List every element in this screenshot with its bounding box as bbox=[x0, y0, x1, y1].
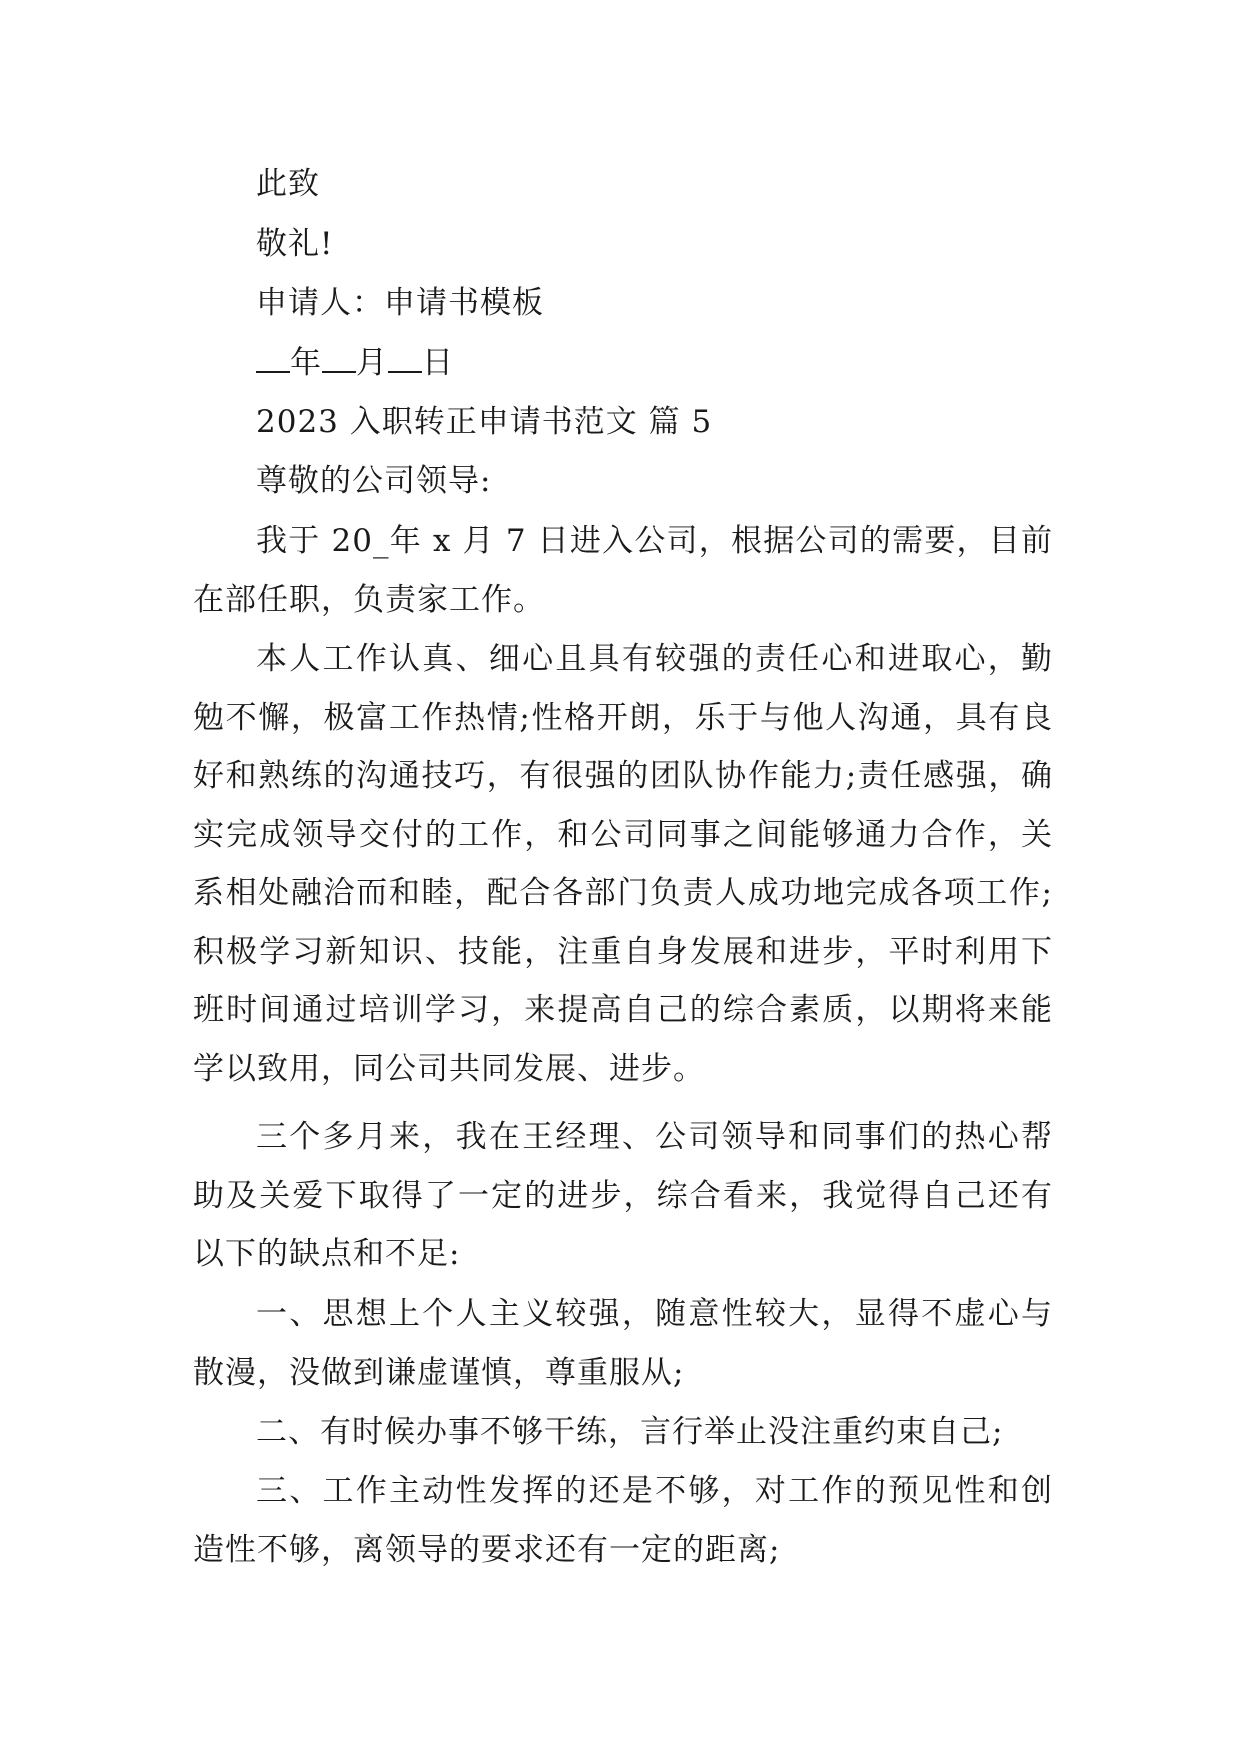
paragraph-self-assessment: 本人工作认真、细心且具有较强的责任心和进取心，勤勉不懈，极富工作热情;性格开朗，乐于与他人沟通，具有良好和熟练的沟通技巧，有很强的团队协作能力;责任感强，确实完成领导交付的工作，和公司同事之间能够通力合作，关系相处融洽而和睦，配合各部门负责人成功地完成各项工作;积极学习新知识、技能，注重自身发展和进步，平时利用下班时间通过培训学习，来提高自己的综合素质，以期将来能学以致用，同公司共同发展、进步。 bbox=[193, 641, 1053, 1087]
year-blank bbox=[256, 367, 290, 373]
year-label: 年 bbox=[290, 345, 322, 381]
section-title: 2023 入职转正申请书范文 篇 5 bbox=[256, 404, 713, 440]
date-line bbox=[256, 343, 454, 383]
paragraph-shortcoming-2: 二、有时候办事不够干练，言行举止没注重约束自己; bbox=[256, 1414, 1004, 1450]
closing-salutation: 此致 bbox=[256, 166, 320, 202]
greeting: 尊敬的公司领导: bbox=[256, 463, 492, 499]
closing-respect: 敬礼! bbox=[256, 226, 334, 262]
applicant-line: 申请人：申请书模板 bbox=[256, 285, 544, 321]
paragraph-progress: 三个多月来，我在王经理、公司领导和同事们的热心帮助及关爱下取得了一定的进步，综合看来，我觉得自己还有以下的缺点和不足: bbox=[193, 1119, 1053, 1272]
month-blank bbox=[322, 367, 356, 373]
paragraph-shortcoming-1: 一、思想上个人主义较强，随意性较大，显得不虚心与散漫，没做到谦虚谨慎，尊重服从; bbox=[193, 1296, 1053, 1391]
paragraph-intro: 我于 20_年 x 月 7 日进入公司，根据公司的需要，目前在部任职，负责家工作。 bbox=[193, 523, 1053, 618]
day-label: 日 bbox=[422, 345, 454, 381]
paragraph-shortcoming-3: 三、工作主动性发挥的还是不够，对工作的预见性和创造性不够，离领导的要求还有一定的距离; bbox=[193, 1473, 1053, 1568]
month-label: 月 bbox=[356, 345, 388, 381]
day-blank bbox=[388, 367, 422, 373]
